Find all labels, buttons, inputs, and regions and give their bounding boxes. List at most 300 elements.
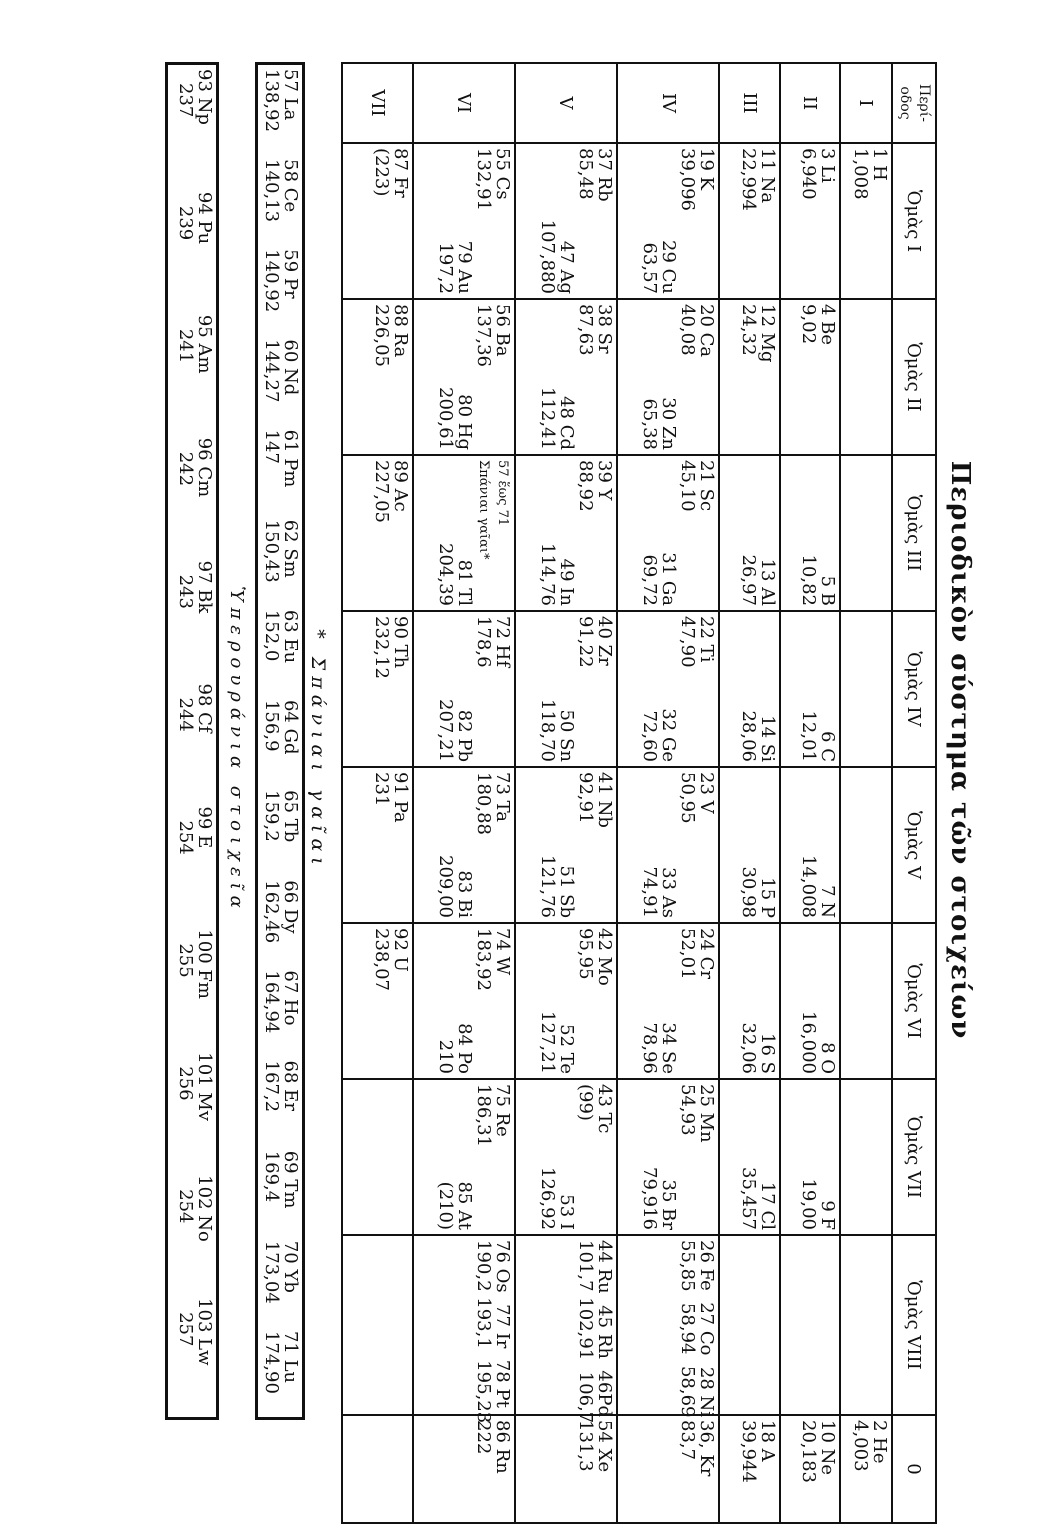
element-symbol: 83 Bi xyxy=(453,870,475,918)
atomic-weight: 190,2 193,1 195,23 xyxy=(472,1240,494,1424)
atomic-weight: 91,22 xyxy=(575,616,597,668)
element-symbol: 5 B xyxy=(816,575,838,606)
atomic-weight: (99) xyxy=(575,1084,597,1121)
atomic-weight: 22,994 xyxy=(737,148,759,211)
element-cell xyxy=(780,455,840,611)
element-symbol: 22 Ti xyxy=(696,616,718,663)
atomic-weight: 28,06 xyxy=(737,710,759,762)
atomic-weight: 150,43 xyxy=(261,519,282,583)
element-symbol: 40 Zr xyxy=(594,616,616,666)
atomic-weight: 69,72 xyxy=(639,554,661,606)
atomic-weight: 131,3 xyxy=(575,1420,597,1472)
element-cell xyxy=(840,611,892,767)
element-symbol: 58 Ce xyxy=(280,159,301,213)
period-label: VI xyxy=(413,63,515,143)
element-symbol: 67 Ho xyxy=(280,970,301,1026)
atomic-weight: 164,94 xyxy=(261,970,282,1034)
atomic-weight: 118,70 xyxy=(537,699,559,762)
atomic-weight: 20,183 xyxy=(797,1420,819,1483)
element-symbol: 57 La xyxy=(280,69,301,121)
atomic-weight: 137,36 xyxy=(472,304,494,367)
element-symbol: 39 Y xyxy=(594,460,616,501)
element-cell xyxy=(840,1235,892,1415)
element-symbol: 55 Cs xyxy=(491,148,513,200)
atomic-weight: 254 xyxy=(175,820,196,855)
atomic-weight: 87,63 xyxy=(575,304,597,356)
element-symbol: 85 At xyxy=(453,1181,475,1230)
element-symbol: 10 Ne xyxy=(816,1420,838,1476)
atomic-weight: 156,9 xyxy=(261,699,282,752)
element-cell xyxy=(840,923,892,1079)
atomic-weight: 207,21 xyxy=(434,699,456,762)
element-symbol: 95 Am xyxy=(194,314,215,374)
atomic-weight: 169,4 xyxy=(261,1150,282,1203)
strip-element xyxy=(168,311,216,434)
strip-element xyxy=(258,1237,302,1327)
atomic-weight: 140,13 xyxy=(261,159,282,223)
element-symbol: 18 A xyxy=(756,1420,778,1462)
atomic-weight: 39,944 xyxy=(737,1420,759,1483)
element-symbol: 16 S xyxy=(756,1033,778,1074)
atomic-weight: 83,7 xyxy=(677,1420,699,1461)
atomic-weight: 63,57 xyxy=(639,242,661,294)
atomic-weight: 47,90 xyxy=(677,616,699,668)
atomic-weight: 144,27 xyxy=(261,339,282,403)
atomic-weight: (210) xyxy=(434,1181,456,1230)
header-cell: Περί-οδος xyxy=(892,63,936,143)
element-symbol: 66 Dy xyxy=(280,880,301,934)
element-symbol: 90 Th xyxy=(389,616,411,669)
atomic-weight: 244 xyxy=(175,697,196,732)
atomic-weight: 74,91 xyxy=(639,866,661,918)
element-cell xyxy=(413,1235,515,1424)
element-symbol: 11 Na xyxy=(756,148,778,204)
atomic-weight: 178,6 xyxy=(472,616,494,668)
strip-element xyxy=(258,1147,302,1237)
strip-element xyxy=(258,876,302,966)
element-cell xyxy=(413,299,515,455)
element-cell xyxy=(780,767,840,923)
atomic-weight: 114,76 xyxy=(537,543,559,606)
strip-element xyxy=(168,557,216,680)
atomic-weight: 204,39 xyxy=(434,543,456,606)
element-symbol: 4 Be xyxy=(816,304,838,346)
element-cell xyxy=(617,143,719,299)
atomic-weight: 121,76 xyxy=(537,855,559,918)
element-symbol: 38 Sr xyxy=(594,304,616,354)
atomic-weight: 65,38 xyxy=(639,398,661,450)
element-cell xyxy=(342,611,413,767)
strip-element xyxy=(168,65,216,188)
element-cell xyxy=(413,923,515,1079)
element-symbol: 97 Bk xyxy=(194,560,215,614)
element-symbol: 101 Mv xyxy=(194,1052,215,1121)
element-cell xyxy=(342,1079,413,1235)
atomic-weight: 19,00 xyxy=(797,1178,819,1230)
element-symbol: 75 Re xyxy=(491,1084,513,1137)
atomic-weight: 227,05 xyxy=(370,460,392,523)
header-cell: Ὁμὰς IV xyxy=(892,611,936,767)
period-row xyxy=(719,63,779,1523)
element-cell xyxy=(780,611,840,767)
atomic-weight: 101,7 102,91 106,7 xyxy=(575,1240,597,1424)
atomic-weight: 256 xyxy=(175,1066,196,1101)
atomic-weight: 140,92 xyxy=(261,249,282,313)
element-symbol: 76 Os 77 Ir 78 Pt xyxy=(491,1240,513,1408)
element-cell xyxy=(719,923,779,1079)
period-label: V xyxy=(515,63,617,143)
strip-element xyxy=(168,925,216,1048)
header-cell: Ὁμὰς V xyxy=(892,767,936,923)
period-label: VII xyxy=(342,63,413,143)
atomic-weight: 226,05 xyxy=(370,304,392,367)
element-cell xyxy=(515,1415,617,1523)
atomic-weight: 55,85 58,94 58,69 xyxy=(677,1240,699,1418)
atomic-weight: 52,01 xyxy=(677,928,699,980)
element-cell xyxy=(840,143,892,299)
element-cell xyxy=(719,143,779,299)
atomic-weight: 242 xyxy=(175,451,196,487)
atomic-weight: 180,88 xyxy=(472,772,494,835)
atomic-weight: 4,003 xyxy=(850,1420,871,1472)
element-symbol: 17 Cl xyxy=(756,1181,778,1230)
rare-earths-title: * Σπάνιαι γαῖαι xyxy=(307,629,329,871)
element-cell xyxy=(413,767,515,923)
period-row xyxy=(342,63,413,1523)
strip-element xyxy=(258,1057,302,1147)
element-symbol: 30 Zn xyxy=(658,397,680,450)
element-symbol: 37 Rb xyxy=(594,148,616,202)
atomic-weight: 35,457 xyxy=(737,1167,759,1230)
element-symbol: 6 C xyxy=(816,731,838,762)
element-symbol: 72 Hf xyxy=(491,616,513,667)
strip-element xyxy=(258,786,302,876)
atomic-weight: 138,92 xyxy=(261,69,282,132)
element-symbol: 62 Sm xyxy=(280,519,301,578)
table-body xyxy=(342,63,892,1523)
element-symbol: 34 Se xyxy=(658,1022,680,1074)
period-row xyxy=(840,63,892,1523)
atomic-weight: 241 xyxy=(175,328,196,364)
element-cell xyxy=(840,299,892,455)
atomic-weight: 186,31 xyxy=(472,1084,494,1147)
element-symbol: 21 Sc xyxy=(696,460,718,512)
element-symbol: 49 In xyxy=(556,558,578,606)
element-cell xyxy=(780,1415,840,1523)
period-label: IV xyxy=(617,63,719,143)
atomic-weight: 50,95 xyxy=(677,772,699,824)
element-symbol: 103 Lw xyxy=(194,1298,215,1366)
element-cell xyxy=(840,1415,892,1523)
element-symbol: 74 W xyxy=(491,928,513,976)
period-row xyxy=(780,63,840,1523)
atomic-weight: 54,93 xyxy=(677,1084,699,1136)
element-cell xyxy=(342,1235,413,1415)
element-symbol: 94 Pu xyxy=(194,191,215,245)
element-symbol: 93 Np xyxy=(194,69,215,125)
strip-element xyxy=(258,426,302,516)
element-symbol: 99 E xyxy=(194,806,215,849)
element-cell xyxy=(413,143,515,299)
element-symbol: 47 Ag xyxy=(556,240,578,294)
atomic-weight: 78,96 xyxy=(639,1022,661,1074)
atomic-weight: 147 xyxy=(261,429,282,464)
period-label: II xyxy=(780,63,840,143)
element-symbol: 35 Br xyxy=(658,1179,680,1230)
atomic-weight: 126,92 xyxy=(537,1167,559,1230)
element-symbol: 23 V xyxy=(696,772,718,814)
element-cell xyxy=(617,923,719,1079)
element-cell xyxy=(780,923,840,1079)
strip-element xyxy=(168,188,216,311)
element-symbol: 1 H xyxy=(869,148,890,181)
element-symbol: 68 Er xyxy=(280,1060,301,1111)
element-cell xyxy=(719,767,779,923)
element-symbol: 81 Tl xyxy=(453,559,475,606)
element-cell xyxy=(617,611,719,767)
atomic-weight: 85,48 xyxy=(575,148,597,200)
element-symbol: 69 Tm xyxy=(280,1150,301,1209)
atomic-weight: 39,096 xyxy=(677,148,699,211)
header-row xyxy=(892,63,936,1523)
element-symbol: 92 U xyxy=(389,928,411,972)
element-cell xyxy=(780,1079,840,1235)
atomic-weight: Σπάνιαι γαῖαι* xyxy=(475,460,491,560)
element-symbol: 32 Ge xyxy=(658,708,680,762)
element-cell xyxy=(515,299,617,455)
strip-element xyxy=(258,966,302,1056)
element-cell xyxy=(617,455,719,611)
element-cell xyxy=(617,1235,719,1418)
atomic-weight: 10,82 xyxy=(797,554,819,606)
atomic-weight: 1,008 xyxy=(850,148,871,200)
atomic-weight: 95,95 xyxy=(575,928,597,980)
atomic-weight: 222 xyxy=(472,1420,494,1455)
element-symbol: 87 Fr xyxy=(389,148,411,198)
element-symbol: 43 Tc xyxy=(594,1084,616,1134)
element-symbol: 102 No xyxy=(194,1175,215,1242)
strip-element xyxy=(168,1048,216,1171)
element-symbol: 73 Ta xyxy=(491,772,513,822)
element-symbol: 26 Fe 27 Co 28 Ni xyxy=(696,1240,718,1418)
atomic-weight: 45,10 xyxy=(677,460,699,512)
element-cell xyxy=(617,1415,719,1523)
element-symbol: 15 P xyxy=(756,877,778,918)
atomic-weight: 232,12 xyxy=(370,616,392,679)
element-cell xyxy=(342,455,413,611)
element-symbol: 64 Gd xyxy=(280,699,301,755)
element-cell xyxy=(413,1415,515,1523)
element-symbol: 61 Pm xyxy=(280,429,301,488)
atomic-weight: 152,0 xyxy=(261,609,282,662)
atomic-weight: 107,880 xyxy=(537,219,559,294)
element-symbol: 25 Mn xyxy=(696,1084,718,1143)
element-cell xyxy=(413,1079,515,1235)
period-label: III xyxy=(719,63,779,143)
strip-element xyxy=(168,802,216,925)
atomic-weight: 238,07 xyxy=(370,928,392,991)
atomic-weight: 254 xyxy=(175,1189,196,1224)
strip-element xyxy=(258,335,302,425)
element-symbol: 89 Ac xyxy=(389,460,411,512)
element-cell xyxy=(515,767,617,923)
element-symbol: 2 He xyxy=(869,1420,890,1464)
element-cell xyxy=(780,1235,840,1415)
element-cell xyxy=(515,923,617,1079)
element-symbol: 84 Po xyxy=(453,1023,475,1074)
rare-earths-strip xyxy=(255,62,305,1420)
element-cell xyxy=(515,143,617,299)
header-cell: Ὁμὰς III xyxy=(892,455,936,611)
element-symbol: 12 Mg xyxy=(756,304,778,363)
element-cell xyxy=(342,1415,413,1523)
atomic-weight: 197,2 xyxy=(434,242,456,294)
atomic-weight: 6,940 xyxy=(797,148,819,200)
period-row xyxy=(413,63,515,1523)
element-cell xyxy=(342,299,413,455)
element-symbol: 42 Mo xyxy=(594,928,616,986)
element-symbol: 91 Pa xyxy=(389,772,411,823)
atomic-weight: 32,06 xyxy=(737,1022,759,1074)
atomic-weight: 209,00 xyxy=(434,855,456,918)
element-cell xyxy=(515,1235,617,1424)
atomic-weight: 9,02 xyxy=(797,304,819,345)
element-symbol: 33 As xyxy=(658,867,680,918)
element-symbol: 70 Yb xyxy=(280,1240,301,1293)
element-symbol: 79 Au xyxy=(453,240,475,294)
element-symbol: 100 Fm xyxy=(194,929,215,999)
element-cell xyxy=(342,923,413,1079)
element-symbol: 36, Kr xyxy=(696,1420,718,1477)
element-symbol: 54 Xe xyxy=(594,1420,616,1473)
atomic-weight: 162,46 xyxy=(261,880,282,944)
atomic-weight: 173,04 xyxy=(261,1240,282,1304)
strip-element xyxy=(258,696,302,786)
atomic-weight: 159,2 xyxy=(261,790,282,842)
atomic-weight: 112,41 xyxy=(537,387,559,450)
element-cell xyxy=(413,611,515,767)
element-symbol: 3 Li xyxy=(816,148,838,183)
atomic-weight: 183,92 xyxy=(472,928,494,991)
element-symbol: 65 Tb xyxy=(280,790,301,843)
header-cell: Ὁμὰς VIII xyxy=(892,1235,936,1415)
atomic-weight: 79,916 xyxy=(639,1167,661,1230)
element-symbol: 59 Pr xyxy=(280,249,301,299)
element-cell xyxy=(617,1079,719,1235)
strip-element xyxy=(168,1171,216,1294)
atomic-weight: (223) xyxy=(370,148,392,197)
element-symbol: 51 Sb xyxy=(556,865,578,918)
element-symbol: 86 Rn xyxy=(491,1420,513,1474)
element-cell xyxy=(719,611,779,767)
strip-element xyxy=(258,1327,302,1417)
atomic-weight: 210 xyxy=(434,1039,456,1074)
header-cell: 0 xyxy=(892,1415,936,1523)
header-cell: Ὁμὰς I xyxy=(892,143,936,299)
element-cell xyxy=(719,1235,779,1415)
element-cell xyxy=(719,455,779,611)
atomic-weight: 132,91 xyxy=(472,148,494,211)
strip-element xyxy=(258,65,302,155)
element-symbol: 57 ἕως 71 xyxy=(494,460,510,527)
atomic-weight: 40,08 xyxy=(677,304,699,356)
element-symbol: 31 Ga xyxy=(658,552,680,606)
atomic-weight: 255 xyxy=(175,943,196,978)
atomic-weight: 127,21 xyxy=(537,1011,559,1074)
element-symbol: 9 F xyxy=(816,1200,838,1230)
element-symbol: 14 Si xyxy=(756,715,778,762)
element-cell xyxy=(719,1415,779,1523)
element-symbol: 19 K xyxy=(696,148,718,191)
element-symbol: 82 Pb xyxy=(453,709,475,762)
strip-element xyxy=(258,245,302,335)
element-symbol: 48 Cd xyxy=(556,396,578,450)
element-symbol: 24 Cr xyxy=(696,928,718,980)
period-row xyxy=(617,63,719,1523)
atomic-weight: 14,008 xyxy=(797,855,819,918)
element-cell xyxy=(840,455,892,611)
strip-element xyxy=(258,606,302,696)
element-symbol: 98 Cf xyxy=(194,683,215,733)
element-symbol: 96 Cm xyxy=(194,437,215,498)
atomic-weight: 92,91 xyxy=(575,772,597,824)
transuranic-title: Ὑπερουράνια στοιχεῖα xyxy=(226,586,247,914)
element-symbol: 52 Te xyxy=(556,1024,578,1074)
strip-element xyxy=(168,680,216,803)
atomic-weight: 72,60 xyxy=(639,710,661,762)
periodic-table xyxy=(341,62,937,1524)
element-symbol: 80 Hg xyxy=(453,394,475,450)
atomic-weight: 167,2 xyxy=(261,1060,282,1113)
element-cell xyxy=(840,1079,892,1235)
element-symbol: 8 O xyxy=(816,1042,838,1074)
element-cell xyxy=(413,455,515,611)
element-symbol: 41 Nb xyxy=(594,772,616,828)
element-cell xyxy=(342,767,413,923)
strip-element xyxy=(168,1294,216,1417)
element-symbol: 71 Lu xyxy=(280,1330,301,1384)
strip-element xyxy=(258,516,302,606)
atomic-weight: 12,01 xyxy=(797,710,819,762)
atomic-weight: 257 xyxy=(175,1312,196,1347)
atomic-weight: 26,97 xyxy=(737,554,759,606)
period-row xyxy=(515,63,617,1523)
element-cell xyxy=(617,299,719,455)
strip-element xyxy=(258,155,302,245)
atomic-weight: 200,61 xyxy=(434,387,456,450)
atomic-weight: 239 xyxy=(175,205,196,241)
element-cell xyxy=(617,767,719,923)
element-symbol: 53 I xyxy=(556,1194,578,1230)
element-cell xyxy=(719,1079,779,1235)
element-cell xyxy=(342,143,413,299)
header-cell: Ὁμὰς VI xyxy=(892,923,936,1079)
element-cell xyxy=(780,143,840,299)
element-symbol: 29 Cu xyxy=(658,240,680,294)
element-cell xyxy=(515,455,617,611)
element-cell xyxy=(840,767,892,923)
element-symbol: 63 Eu xyxy=(280,609,301,664)
element-symbol: 60 Nd xyxy=(280,339,301,396)
element-cell xyxy=(515,1079,617,1235)
atomic-weight: 24,32 xyxy=(737,304,759,356)
element-cell xyxy=(780,299,840,455)
atomic-weight: 30,98 xyxy=(737,866,759,918)
element-symbol: 44 Ru 45 Rh 46Pd xyxy=(594,1240,616,1417)
transuranic-strip xyxy=(165,62,219,1420)
period-label: I xyxy=(840,63,892,143)
element-symbol: 7 N xyxy=(816,885,838,918)
